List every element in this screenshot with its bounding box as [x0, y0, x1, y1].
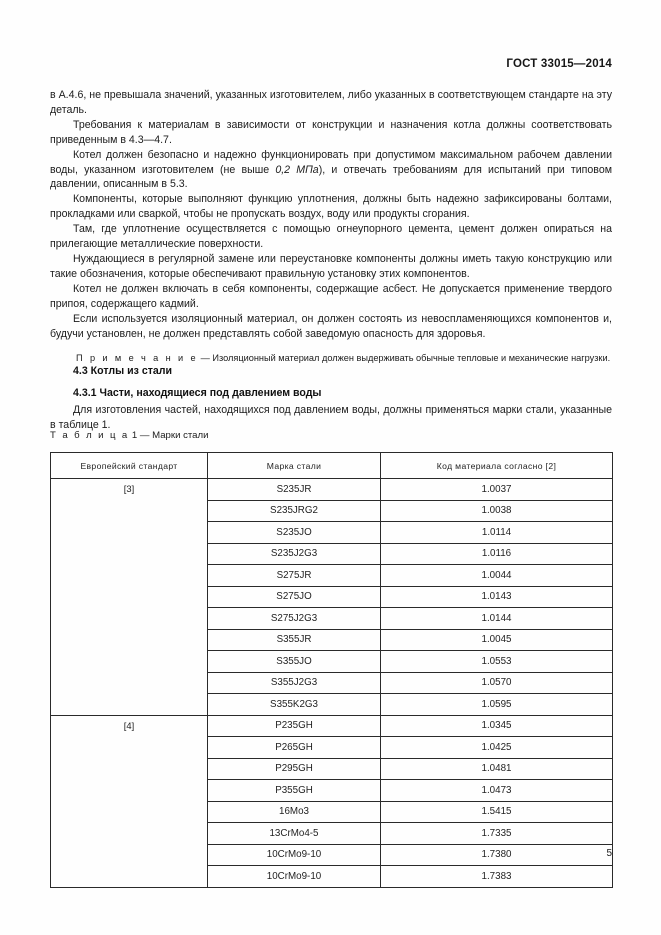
paragraph-3-lead: Котел должен безопасно и надежно функционировать при допустимом максимальном рабочем давлении воды, указанном изготовителем (не выше	[50, 148, 612, 176]
cell-steel-grade: S275JO	[208, 586, 381, 608]
note-dash: —	[198, 353, 213, 364]
cell-material-code: 1.0114	[381, 522, 613, 544]
cell-material-code: 1.5415	[381, 801, 613, 823]
body-text-block	[50, 88, 612, 365]
cell-steel-grade: 13CrMo4-5	[208, 823, 381, 845]
cell-steel-grade: 10CrMo9-10	[208, 866, 381, 888]
cell-steel-grade: S235JO	[208, 522, 381, 544]
column-header-european-standard: Европейский стандарт	[51, 453, 208, 479]
cell-steel-grade: S355J2G3	[208, 672, 381, 694]
paragraph-4: Компоненты, которые выполняют функцию уплотнения, должны быть надежно зафиксированы болтами, прокладками или сваркой, чтобы не пропускать воздух, воду или продукты сгорания.	[50, 193, 612, 221]
table-row	[51, 715, 613, 737]
cell-european-standard: [3]	[51, 479, 208, 716]
table-caption-number: 1	[129, 430, 140, 441]
cell-steel-grade: P355GH	[208, 780, 381, 802]
note-text: Изоляционный материал должен выдерживать обычные тепловые и механические нагрузки.	[212, 353, 611, 364]
table-caption-title: — Марки стали	[139, 430, 209, 441]
cell-material-code: 1.0425	[381, 737, 613, 759]
table-caption	[50, 430, 208, 441]
cell-steel-grade: P295GH	[208, 758, 381, 780]
cell-material-code: 1.0044	[381, 565, 613, 587]
cell-material-code: 1.0345	[381, 715, 613, 737]
paragraph-3-tail: ), и отвечать требованиям для испытаний при типовом давлении, описанным в 5.3.	[50, 163, 612, 191]
steel-grades-table	[50, 452, 613, 888]
cell-steel-grade: S355JO	[208, 651, 381, 673]
running-header-standard-number: ГОСТ 33015—2014	[506, 58, 612, 70]
cell-material-code: 1.7380	[381, 844, 613, 866]
cell-material-code: 1.7383	[381, 866, 613, 888]
cell-material-code: 1.0116	[381, 543, 613, 565]
steel-grades-table-wrapper	[50, 452, 612, 888]
cell-material-code: 1.0144	[381, 608, 613, 630]
table-body	[51, 479, 613, 888]
cell-steel-grade: S235JRG2	[208, 500, 381, 522]
paragraph-3	[50, 148, 612, 193]
cell-material-code: 1.7335	[381, 823, 613, 845]
paragraph-after-4-3-1: Для изготовления частей, находящихся под давлением воды, должны применяться марки стали, указанные в таблице 1.	[50, 404, 612, 431]
paragraph-6: Нуждающиеся в регулярной замене или переустановке компоненты должны иметь такую конструкцию или такие обозначения, которые обеспечивают правильную установку этих компонентов.	[50, 252, 612, 280]
note-paragraph	[50, 351, 612, 365]
cell-material-code: 1.0143	[381, 586, 613, 608]
table-row	[51, 479, 613, 501]
column-header-steel-grade: Марка стали	[208, 453, 381, 479]
cell-material-code: 1.0038	[381, 500, 613, 522]
cell-material-code: 1.0553	[381, 651, 613, 673]
section-heading-4-3-1: 4.3.1 Части, находящиеся под давлением воды	[73, 387, 322, 399]
cell-steel-grade: S355JR	[208, 629, 381, 651]
paragraph-8: Если используется изоляционный материал, он должен состоять из невоспламеняющихся компонентов и, будучи установлен, не должен представлять собой заведомую опасность для здоровья.	[50, 312, 612, 340]
page-number: 5	[606, 848, 612, 859]
cell-material-code: 1.0473	[381, 780, 613, 802]
note-label: П р и м е ч а н и е	[76, 353, 199, 364]
column-header-material-code: Код материала согласно [2]	[381, 453, 613, 479]
cell-material-code: 1.0570	[381, 672, 613, 694]
paragraph-2: Требования к материалам в зависимости от конструкции и назначения котла должны соответствовать приведенным в 4.3—4.7.	[50, 118, 612, 146]
cell-european-standard: [4]	[51, 715, 208, 887]
cell-material-code: 1.0481	[381, 758, 613, 780]
cell-steel-grade: S355K2G3	[208, 694, 381, 716]
paragraph-1: в А.4.6, не превышала значений, указанных изготовителем, либо указанных в соответствующем стандарте на эту деталь.	[50, 89, 612, 116]
cell-steel-grade: 16Mo3	[208, 801, 381, 823]
cell-material-code: 1.0037	[381, 479, 613, 501]
cell-steel-grade: P265GH	[208, 737, 381, 759]
table-header-row	[51, 453, 613, 479]
cell-steel-grade: S235JR	[208, 479, 381, 501]
cell-material-code: 1.0595	[381, 694, 613, 716]
cell-steel-grade: 10CrMo9-10	[208, 844, 381, 866]
table-caption-label: Т а б л и ц а	[50, 430, 130, 441]
section-heading-4-3: 4.3 Котлы из стали	[73, 365, 173, 377]
pressure-value-italic: 0,2 МПа	[275, 163, 319, 176]
cell-steel-grade: S275JR	[208, 565, 381, 587]
cell-steel-grade: S235J2G3	[208, 543, 381, 565]
paragraph-5: Там, где уплотнение осуществляется с помощью огнеупорного цемента, цемент должен опираться на прилегающие металлические поверхности.	[50, 223, 612, 251]
paragraph-7: Котел не должен включать в себя компоненты, содержащие асбест. Не допускается применение твердого припоя, содержащего кадмий.	[50, 282, 612, 310]
cell-steel-grade: S275J2G3	[208, 608, 381, 630]
cell-material-code: 1.0045	[381, 629, 613, 651]
cell-steel-grade: P235GH	[208, 715, 381, 737]
